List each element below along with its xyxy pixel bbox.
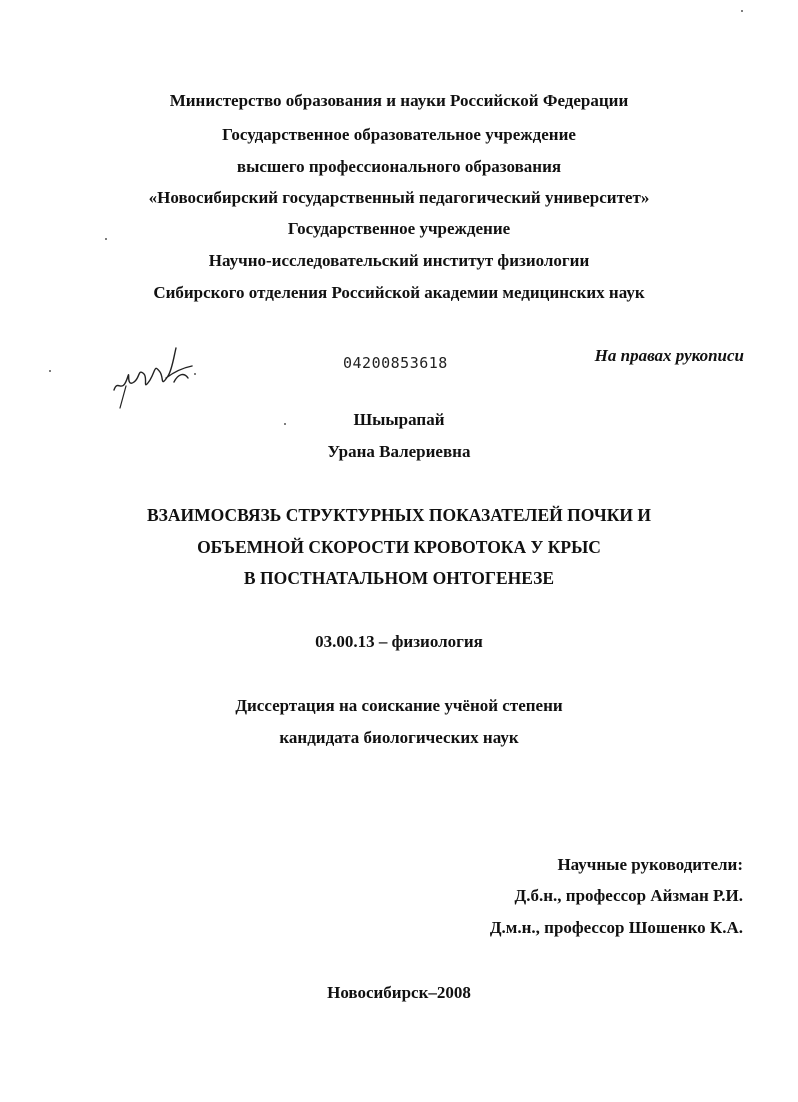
city-year: Новосибирск–2008 [327,983,471,1002]
specialty-code: 03.00.13 – физиология [315,632,483,651]
header-academy-branch: Сибирского отделения Российской академии медицинских наук [153,283,645,302]
thesis-title-line-1: ВЗАИМОСВЯЗЬ СТРУКТУРНЫХ ПОКАЗАТЕЛЕЙ ПОЧКИ И [146,505,652,525]
header-ministry: Министерство образования и науки Российской Федерации [169,91,629,110]
scan-speck [741,10,743,12]
degree-line-2: кандидата биологических наук [279,728,519,747]
author-given-names: Урана Валериевна [327,442,471,461]
supervisors-heading: Научные руководители: [557,855,743,874]
handwritten-signature [104,338,204,413]
header-university: «Новосибирский государственный педагогический университет» [148,188,650,207]
registration-number: 04200853618 [343,354,448,372]
supervisor-first: Д.б.н., профессор Айзман Р.И. [514,886,743,905]
scan-speck [105,238,107,240]
degree-line-1: Диссертация на соискание учёной степени [235,696,563,715]
scan-speck [49,370,51,372]
thesis-title-line-2: ОБЪЕМНОЙ СКОРОСТИ КРОВОТОКА У КРЫС [197,537,601,557]
author-surname: Шыырапай [353,410,445,429]
thesis-title-line-3: В ПОСТНАТАЛЬНОМ ОНТОГЕНЕЗЕ [243,568,555,588]
supervisor-second: Д.м.н., профессор Шошенко К.А. [489,918,743,937]
manuscript-rights-note: На правах рукописи [594,346,744,365]
header-education-level: высшего профессионального образования [236,157,562,176]
header-state-institution: Государственное учреждение [287,219,511,238]
header-research-institute: Научно-исследовательский институт физиологии [208,251,590,270]
scan-speck [284,423,286,425]
scan-speck [194,373,196,375]
header-institution-type: Государственное образовательное учреждение [222,125,576,144]
